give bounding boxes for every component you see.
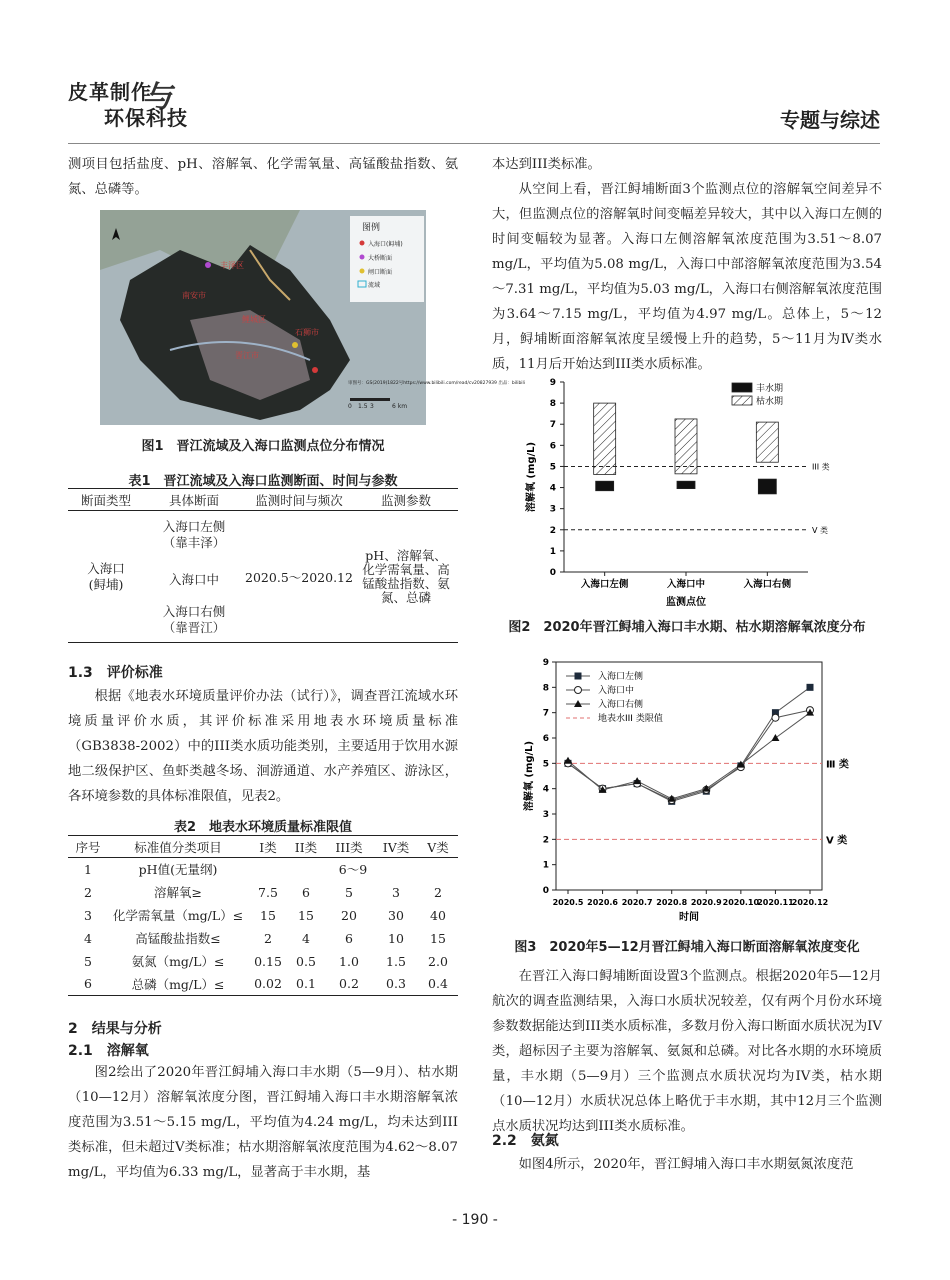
table-row: 3 化学需氧量（mg/L）≤ 15 15 20 30 40 <box>84 907 446 923</box>
x-tick-label: 2020.7 <box>621 898 653 907</box>
y-tick-label: 7 <box>549 420 556 431</box>
x-tick-label: 2020.9 <box>690 898 722 907</box>
y-tick-label: 5 <box>549 462 556 473</box>
y-tick-label: 3 <box>549 504 556 515</box>
svg-text:1.5: 1.5 <box>358 403 368 410</box>
data-point <box>772 714 779 721</box>
y-tick-label: 2 <box>542 835 549 846</box>
y-axis-label: 溶解氧 (mg/L) <box>526 441 537 513</box>
plot-frame <box>556 662 822 890</box>
x-tick-label: 2020.6 <box>587 898 619 907</box>
journal-logo-mark: 与 <box>142 80 172 115</box>
table1 <box>68 488 458 643</box>
svg-text:0: 0 <box>348 403 352 410</box>
place-label: 晋江市 <box>235 351 259 360</box>
reference-line-label: Ⅲ 类 <box>826 759 849 771</box>
reference-line-label: III 类 <box>812 462 830 472</box>
y-tick-label: 7 <box>542 708 549 719</box>
y-tick-label: 9 <box>549 378 556 388</box>
legend-label: 入海口左侧 <box>598 672 644 682</box>
y-tick-label: 6 <box>549 441 556 452</box>
y-tick-label: 8 <box>542 683 549 694</box>
range-bar-wet <box>677 481 695 488</box>
table2-header: III类 <box>335 839 363 855</box>
figure3-caption: 图3 2020年5—12月晋江鲟埔入海口断面溶解氧浓度变化 <box>514 940 860 955</box>
table2-header: 序号 <box>75 839 101 855</box>
y-tick-label: 3 <box>542 810 549 820</box>
table1-site: 入海口左侧 （靠丰泽） <box>162 518 226 550</box>
range-bar-dry <box>756 422 778 462</box>
x-tick-label: 2020.10 <box>722 898 760 907</box>
reference-line-label: Ⅴ 类 <box>812 525 829 535</box>
table2-header: II类 <box>294 839 318 855</box>
x-tick-label: 2020.12 <box>791 898 829 907</box>
x-tick-label: 入海口中 <box>666 579 706 590</box>
legend-title: 图例 <box>362 223 381 233</box>
legend-label: 丰水期 <box>756 384 784 394</box>
map-source-text: 审图号：GS(2019)1822号https://www.bilibili.com/read/cv20827939 出品：bilibili <box>348 381 526 386</box>
place-label: 南安市 <box>182 291 206 300</box>
intro-paragraph: 测项目包括盐度、pH、溶解氧、化学需氧量、高锰酸盐指数、氨氮、总磷等。 <box>68 157 458 197</box>
table1-header: 具体断面 <box>168 492 219 508</box>
y-tick-label: 1 <box>542 860 549 871</box>
table1-section-type: 入海口 (鲟埔) <box>87 560 125 592</box>
table-row: 4 高锰酸盐指数≤ 2 4 6 10 15 <box>84 930 446 946</box>
section-1-3-body: 根据《地表水环境质量评价办法（试行）》，调查晋江流域水环境质量评价水质，其评价标准采用地表水环境质量标准（GB3838-2002）中的III类水质功能类别，主要适用于饮用水源地二级保护区、鱼虾类越冬场、洄游通道、水产养殖区、游泳区，各环境参数的具体标准限值，见表2。 <box>68 689 458 804</box>
watershed-map <box>100 210 526 425</box>
section-1-3-title: 1.3 评价标准 <box>68 665 163 681</box>
range-bar-wet <box>758 479 776 494</box>
svg-text:3: 3 <box>370 403 374 410</box>
legend-label: 枯水期 <box>756 397 784 407</box>
x-axis-label: 时间 <box>679 912 699 923</box>
figure2-caption: 图2 2020年晋江鲟埔入海口丰水期、枯水期溶解氧浓度分布 <box>508 620 866 635</box>
section-2-2-title: 2.2 氨氮 <box>492 1133 559 1149</box>
x-tick-label: 2020.5 <box>552 898 584 907</box>
place-label: 鲤城区 <box>242 315 266 324</box>
x-tick-label: 2020.11 <box>757 898 794 907</box>
legend-label: 入海口中 <box>598 686 635 696</box>
x-tick-label: 入海口右侧 <box>743 579 792 590</box>
y-tick-label: 6 <box>542 734 549 744</box>
table-row: 2 溶解氧≥ 7.5 6 5 3 2 <box>84 884 442 900</box>
journal-logo-line2: 环保科技 <box>104 106 188 130</box>
legend-swatch <box>732 383 752 392</box>
legend-label: 入海口右侧 <box>598 700 644 710</box>
table1-time: 2020.5～2020.12 <box>245 569 353 585</box>
range-bar-wet <box>596 481 614 491</box>
y-tick-label: 1 <box>549 546 556 557</box>
legend-label: 地表水III 类限值 <box>598 714 663 724</box>
legend-item-1: 入海口(鲟埔) <box>368 241 403 248</box>
table1-header: 监测时间与频次 <box>255 492 343 508</box>
section-2-2-body: 如图4所示，2020年，晋江鲟埔入海口丰水期氨氮浓度范 <box>518 1157 854 1172</box>
right-paragraph-3: 在晋江入海口鲟埔断面设置3个监测点。根据2020年5—12月航次的调查监测结果，入海口水质状况较差，仅有两个月份水环境参数数据能达到III类水质标准，多数月份入海口断面水质状况为IV类，超标因子主要为溶解氧、氨氮和总磷。对比各水期的水环境质量，丰水期（5—9月）三个监测点水质状况均为IV类，枯水期（10—12月）水质状况总体上略优于丰水期，其中12月三个监测点水质状况均达到III类水质标准。 <box>492 969 882 1134</box>
y-tick-label: 5 <box>542 759 549 770</box>
y-axis-label: 溶解氧 (mg/L) <box>524 740 535 812</box>
y-tick-label: 9 <box>542 658 549 668</box>
table1-caption: 表1 晋江流域及入海口监测断面、时间与参数 <box>128 474 398 489</box>
figure2-chart <box>520 372 840 612</box>
table2-header: I类 <box>259 839 277 855</box>
place-label: 丰泽区 <box>220 261 244 270</box>
table1-params: pH、溶解氧、化学需氧量、高锰酸盐指数、氨氮、总磷 <box>362 547 450 605</box>
y-tick-label: 0 <box>549 568 556 578</box>
page-number: - 190 - <box>452 1212 498 1228</box>
section-title: 专题与综述 <box>780 108 880 132</box>
y-tick-label: 0 <box>542 886 549 896</box>
range-bar-dry <box>594 403 616 474</box>
x-tick-label: 入海口左侧 <box>580 579 629 590</box>
header-rule <box>68 143 880 144</box>
table2-header: IV类 <box>382 839 410 855</box>
y-tick-label: 8 <box>549 399 556 410</box>
legend-item-3: 闸口断面 <box>368 269 393 276</box>
map-legend <box>350 216 424 302</box>
figure3-chart <box>520 654 860 930</box>
range-bar-dry <box>675 419 697 474</box>
reference-line-label: Ⅴ 类 <box>826 835 848 847</box>
table-row: 5 氨氮（mg/L）≤ 0.15 0.5 1.0 1.5 2.0 <box>84 953 448 969</box>
section-2-title: 2 结果与分析 <box>68 1021 162 1037</box>
place-label: 石狮市 <box>295 328 319 337</box>
data-point <box>771 734 779 741</box>
y-tick-label: 4 <box>549 483 556 494</box>
figure1-caption: 图1 晋江流域及入海口监测点位分布情况 <box>141 439 385 454</box>
x-tick-label: 2020.8 <box>656 898 688 907</box>
data-point <box>807 684 814 691</box>
y-tick-label: 2 <box>549 525 556 536</box>
x-axis-label: 监测点位 <box>666 597 706 608</box>
table-row: 1 pH值(无量纲) 6～9 <box>84 861 368 878</box>
right-paragraph-2: 从空间上看，晋江鲟埔断面3个监测点位的溶解氧空间差异不大，但监测点位的溶解氧时间变幅差异较大，其中以入海口左侧的时间变幅较为显著。入海口左侧溶解氧浓度范围为3.51～8.07 mg/L，平均值为5.08 mg/L，入海口中部溶解氧浓度范围为3.54～7.31 mg/L，平均值为5.03 mg/L，入海口右侧溶解氧浓度范围为3.64～7.15 mg/L，平均值为4.97 mg/L。总体上，5～12月，鲟埔断面溶解氧浓度呈缓慢上升的趋势，5～11月为Ⅳ类水质，11月后开始达到III类水质标准。 <box>492 182 882 372</box>
table2-header: 标准值分类项目 <box>134 839 222 855</box>
y-tick-label: 4 <box>542 784 549 795</box>
table-row: 6 总磷（mg/L）≤ 0.02 0.1 0.2 0.3 0.4 <box>68 973 458 996</box>
data-point <box>575 687 582 694</box>
table1-site: 入海口中 <box>168 571 219 587</box>
legend-swatch <box>732 396 752 405</box>
table2 <box>68 835 458 996</box>
right-paragraph-1: 本达到III类标准。 <box>492 157 601 172</box>
svg-text:6 km: 6 km <box>392 403 408 410</box>
table2-header: V类 <box>427 839 449 855</box>
table1-header: 监测参数 <box>380 492 431 508</box>
legend-item-2: 大桥断面 <box>368 255 393 262</box>
table1-header: 断面类型 <box>80 492 131 508</box>
journal-logo-line1: 皮革制作 <box>68 80 152 104</box>
data-point <box>575 673 582 680</box>
legend-item-4: 流域 <box>368 282 381 289</box>
section-2-1-body: 图2绘出了2020年晋江鲟埔入海口丰水期（5—9月）、枯水期（10—12月）溶解氧浓度分图，晋江鲟埔入海口丰水期溶解氧浓度范围为3.51～5.15 mg/L，平均值为4.24 mg/L，均未达到III类标准，但未超过Ⅴ类标准；枯水期溶解氧浓度范围为4.62～8.07 mg/L，平均值为6.33 mg/L，显著高于丰水期，基 <box>68 1065 458 1180</box>
section-2-1-title: 2.1 溶解氧 <box>68 1043 149 1059</box>
table1-site: 入海口右侧 （靠晋江） <box>162 604 226 636</box>
table2-caption: 表2 地表水环境质量标准限值 <box>173 820 353 835</box>
